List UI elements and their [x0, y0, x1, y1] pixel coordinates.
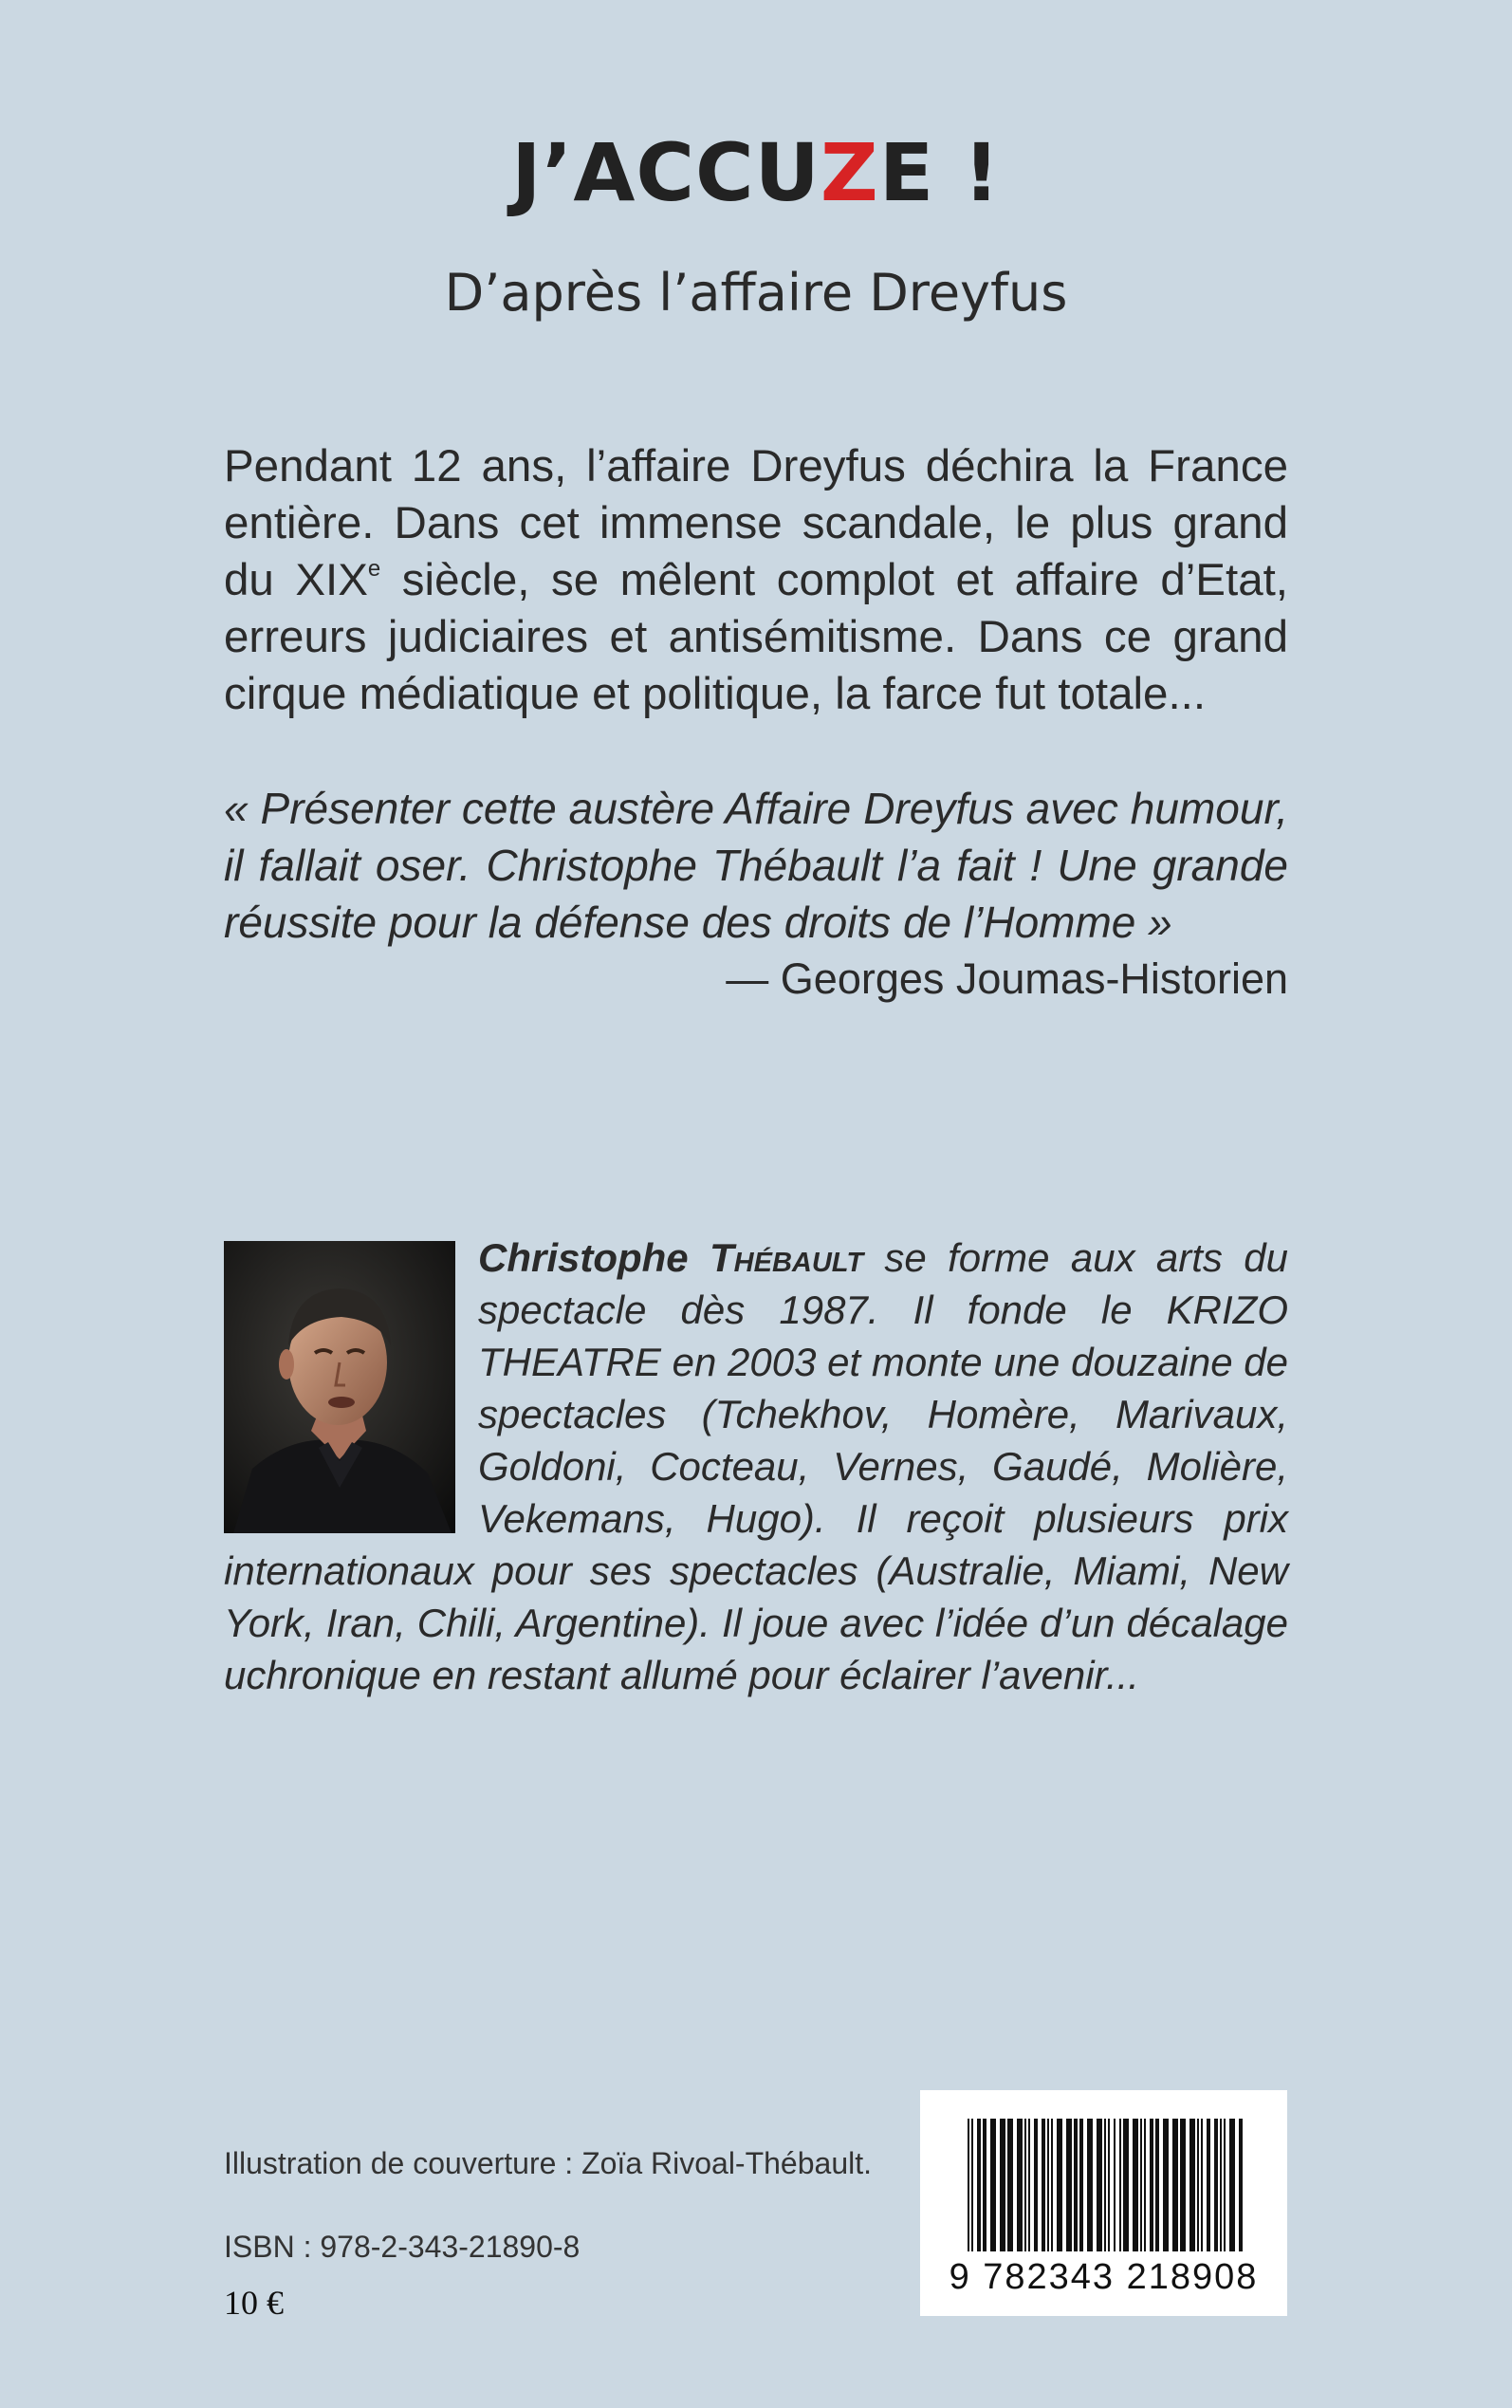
- barcode-bar: [1042, 2119, 1045, 2251]
- author-bio: [224, 1232, 1288, 1701]
- barcode-bar: [1007, 2119, 1013, 2251]
- barcode-bar: [977, 2119, 981, 2251]
- summary-text-1: Pendant 12 ans, l’affaire Dreyfus déchira la France entière. Dans cet immense scandale, le plus grand du XIX: [224, 441, 1288, 605]
- barcode-bar: [1239, 2119, 1243, 2251]
- title-part-3: E !: [878, 126, 1001, 219]
- barcode-bar: [1180, 2119, 1186, 2251]
- summary-superscript: e: [367, 556, 381, 582]
- review-quote: « Présenter cette austère Affaire Dreyfus avec humour, il fallait oser. Christophe Thébault l’a fait ! Une grande réussite pour la défense des droits de l’Homme »: [224, 784, 1288, 947]
- barcode-bar: [1172, 2119, 1178, 2251]
- barcode-bar: [1214, 2119, 1218, 2251]
- barcode-bar: [1224, 2119, 1226, 2251]
- barcode-bar: [1144, 2119, 1146, 2251]
- barcode-bar: [1079, 2119, 1083, 2251]
- cover-illustration-credit: Illustration de couverture : Zoïa Rivoal-Thébault.: [224, 2146, 872, 2180]
- title-accent-letter: Z: [820, 126, 879, 219]
- barcode-bar: [1097, 2119, 1102, 2251]
- book-subtitle: D’après l’affaire Dreyfus: [444, 263, 1068, 323]
- title-part-1: J’ACCU: [511, 126, 821, 219]
- barcode-digits: 9 782343 218908: [949, 2257, 1259, 2297]
- barcode-bar: [1207, 2119, 1210, 2251]
- barcode-bar: [968, 2119, 969, 2251]
- barcode-bar: [1051, 2119, 1053, 2251]
- price: 10 €: [224, 2284, 284, 2322]
- barcode-bar: [1057, 2119, 1062, 2251]
- barcode-bar: [1104, 2119, 1106, 2251]
- barcode-bar: [983, 2119, 986, 2251]
- author-first-name: Christophe: [478, 1235, 689, 1280]
- barcode-bar: [1140, 2119, 1142, 2251]
- barcode-bar: [1000, 2119, 1005, 2251]
- book-title: [0, 126, 1512, 219]
- barcode-bar: [1087, 2119, 1093, 2251]
- barcode-bar: [1123, 2119, 1129, 2251]
- barcode: [920, 2090, 1287, 2316]
- barcode-bar: [1034, 2119, 1038, 2251]
- barcode-bar: [1155, 2119, 1159, 2251]
- barcode-bar: [1189, 2119, 1195, 2251]
- quote-attribution: — Georges Joumas-Historien: [726, 954, 1288, 1003]
- barcode-bar: [1201, 2119, 1203, 2251]
- barcode-bar: [1017, 2119, 1023, 2251]
- barcode-bar: [1108, 2119, 1110, 2251]
- barcode-bar: [971, 2119, 973, 2251]
- barcode-bar: [990, 2119, 996, 2251]
- barcode-bar: [1229, 2119, 1235, 2251]
- barcode-bar: [1220, 2119, 1222, 2251]
- author-last-name: Thébault: [710, 1235, 864, 1280]
- barcode-bar: [1028, 2119, 1030, 2251]
- barcode-bar: [1133, 2119, 1138, 2251]
- summary-text-2: siècle, se mêlent complot et affaire d’Etat, erreurs judiciaires et antisémitisme. Dans ce grand cirque médiatique et politique, la farce fut totale...: [224, 555, 1289, 719]
- author-bio-text: se forme aux arts du spectacle dès 1987. Il fonde le KRIZO THEATRE en 2003 et monte une douzaine de spectacles (Tchekhov, Homère, Marivaux, Goldoni, Cocteau, Vernes, Gaudé, Molière, Vekemans, Hugo). Il reçoit plusieurs prix internationaux pour ses spectacles (Australie, Miami, New York, Iran, Chili, Argentine). Il joue avec l’idée d’un décalage uchronique en restant allumé pour éclairer l’avenir...: [224, 1235, 1288, 1697]
- barcode-bar: [1047, 2119, 1049, 2251]
- barcode-bar: [1024, 2119, 1026, 2251]
- barcode-bar: [1114, 2119, 1116, 2251]
- summary-paragraph: [224, 438, 1288, 723]
- barcode-bar: [1163, 2119, 1169, 2251]
- barcode-bar: [1074, 2119, 1078, 2251]
- barcode-bar: [1119, 2119, 1121, 2251]
- barcode-bar: [1197, 2119, 1199, 2251]
- barcode-bar: [1150, 2119, 1153, 2251]
- isbn: ISBN : 978-2-343-21890-8: [224, 2230, 581, 2264]
- barcode-bar: [1066, 2119, 1072, 2251]
